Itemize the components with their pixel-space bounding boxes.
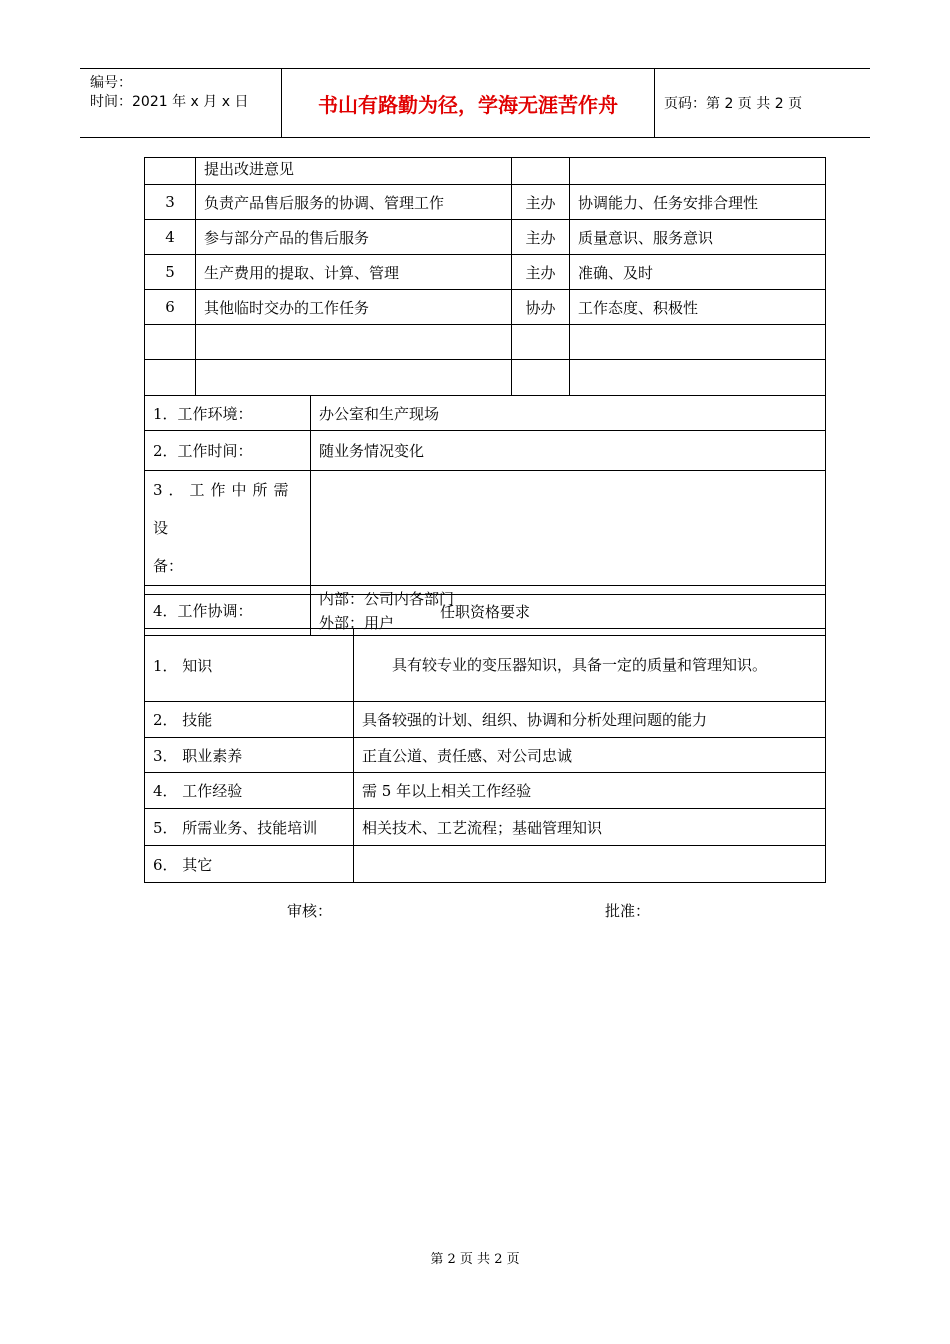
table-row bbox=[145, 702, 826, 738]
environment-value: 办公室和生产现场 bbox=[311, 396, 826, 431]
work-time-label: 2．工作时间： bbox=[145, 431, 311, 471]
duty-role: 主办 bbox=[512, 255, 570, 290]
duty-standard bbox=[570, 158, 826, 185]
qualification-label: 4． 工作经验 bbox=[145, 773, 354, 809]
table-row bbox=[145, 809, 826, 846]
qualification-value: 需 5 年以上相关工作经验 bbox=[354, 773, 826, 809]
qualifications-title: 任职资格要求 bbox=[145, 595, 826, 629]
duty-standard bbox=[570, 325, 826, 360]
qualification-value bbox=[354, 846, 826, 883]
page-footer: 第 2 页 共 2 页 bbox=[430, 1252, 520, 1267]
duty-task: 生产费用的提取、计算、管理 bbox=[196, 255, 512, 290]
qualifications-table bbox=[144, 594, 826, 883]
qualification-label: 1． 知识 bbox=[145, 629, 354, 702]
qualification-value: 具备较强的计划、组织、协调和分析处理问题的能力 bbox=[354, 702, 826, 738]
table-row bbox=[145, 738, 826, 773]
duty-task: 负责产品售后服务的协调、管理工作 bbox=[196, 185, 512, 220]
coordination-label: 4．工作协调： bbox=[145, 586, 311, 636]
table-row bbox=[145, 431, 826, 471]
equipment-label-line2: 备： bbox=[153, 557, 184, 575]
duty-role bbox=[512, 360, 570, 396]
document-date: 时间：2021 年 x 月 x 日 bbox=[90, 94, 249, 110]
duty-role: 协办 bbox=[512, 290, 570, 325]
qualification-label: 6． 其它 bbox=[145, 846, 354, 883]
duty-standard: 准确、及时 bbox=[570, 255, 826, 290]
duty-no bbox=[145, 158, 196, 185]
qualification-label: 3． 职业素养 bbox=[145, 738, 354, 773]
work-time-value: 随业务情况变化 bbox=[311, 431, 826, 471]
environment-label: 1．工作环境： bbox=[145, 396, 311, 431]
duty-role: 主办 bbox=[512, 220, 570, 255]
duty-no: 4 bbox=[145, 220, 196, 255]
qualification-value: 正直公道、责任感、对公司忠诚 bbox=[354, 738, 826, 773]
equipment-label bbox=[145, 471, 311, 586]
duty-no: 5 bbox=[145, 255, 196, 290]
table-row bbox=[145, 255, 826, 290]
duty-standard: 工作态度、积极性 bbox=[570, 290, 826, 325]
table-row bbox=[145, 290, 826, 325]
duty-role: 主办 bbox=[512, 185, 570, 220]
table-row bbox=[145, 220, 826, 255]
table-row bbox=[145, 773, 826, 809]
duty-task bbox=[196, 325, 512, 360]
approve-signature-label: 批准： bbox=[605, 902, 651, 920]
duty-no bbox=[145, 360, 196, 396]
qualification-value: 相关技术、工艺流程；基础管理知识 bbox=[354, 809, 826, 846]
page-header bbox=[80, 68, 870, 138]
table-row bbox=[145, 629, 826, 702]
table-row bbox=[145, 325, 826, 360]
duty-standard: 协调能力、任务安排合理性 bbox=[570, 185, 826, 220]
header-slogan: 书山有路勤为径，学海无涯苦作舟 bbox=[281, 69, 655, 137]
review-signature-label: 审核： bbox=[287, 902, 333, 920]
coordination-external: 外部：用户 bbox=[319, 613, 395, 632]
duty-task: 提出改进意见 bbox=[196, 158, 512, 185]
table-row bbox=[145, 360, 826, 396]
table-row bbox=[145, 158, 826, 185]
document-number-label: 编号： bbox=[90, 75, 132, 91]
duty-task: 其他临时交办的工作任务 bbox=[196, 290, 512, 325]
duty-role bbox=[512, 325, 570, 360]
table-row bbox=[145, 846, 826, 883]
header-meta bbox=[80, 69, 280, 137]
table-row bbox=[145, 471, 826, 586]
equipment-label-line1: 3．工作中所需设 bbox=[153, 481, 295, 537]
duty-role bbox=[512, 158, 570, 185]
equipment-value bbox=[311, 471, 826, 586]
duty-no: 6 bbox=[145, 290, 196, 325]
duty-standard bbox=[570, 360, 826, 396]
duties-table bbox=[144, 157, 826, 396]
table-row bbox=[145, 396, 826, 431]
coordination-internal: 内部：公司内各部门 bbox=[319, 589, 455, 608]
table-row bbox=[145, 185, 826, 220]
duty-task bbox=[196, 360, 512, 396]
duty-no: 3 bbox=[145, 185, 196, 220]
table-row bbox=[145, 595, 826, 629]
header-page-info: 页码：第 2 页 共 2 页 bbox=[664, 96, 803, 112]
duty-standard: 质量意识、服务意识 bbox=[570, 220, 826, 255]
qualification-label: 2． 技能 bbox=[145, 702, 354, 738]
qualification-label: 5． 所需业务、技能培训 bbox=[145, 809, 354, 846]
duty-task: 参与部分产品的售后服务 bbox=[196, 220, 512, 255]
qualification-value: 具有较专业的变压器知识，具备一定的质量和管理知识。 bbox=[354, 629, 826, 702]
duty-no bbox=[145, 325, 196, 360]
